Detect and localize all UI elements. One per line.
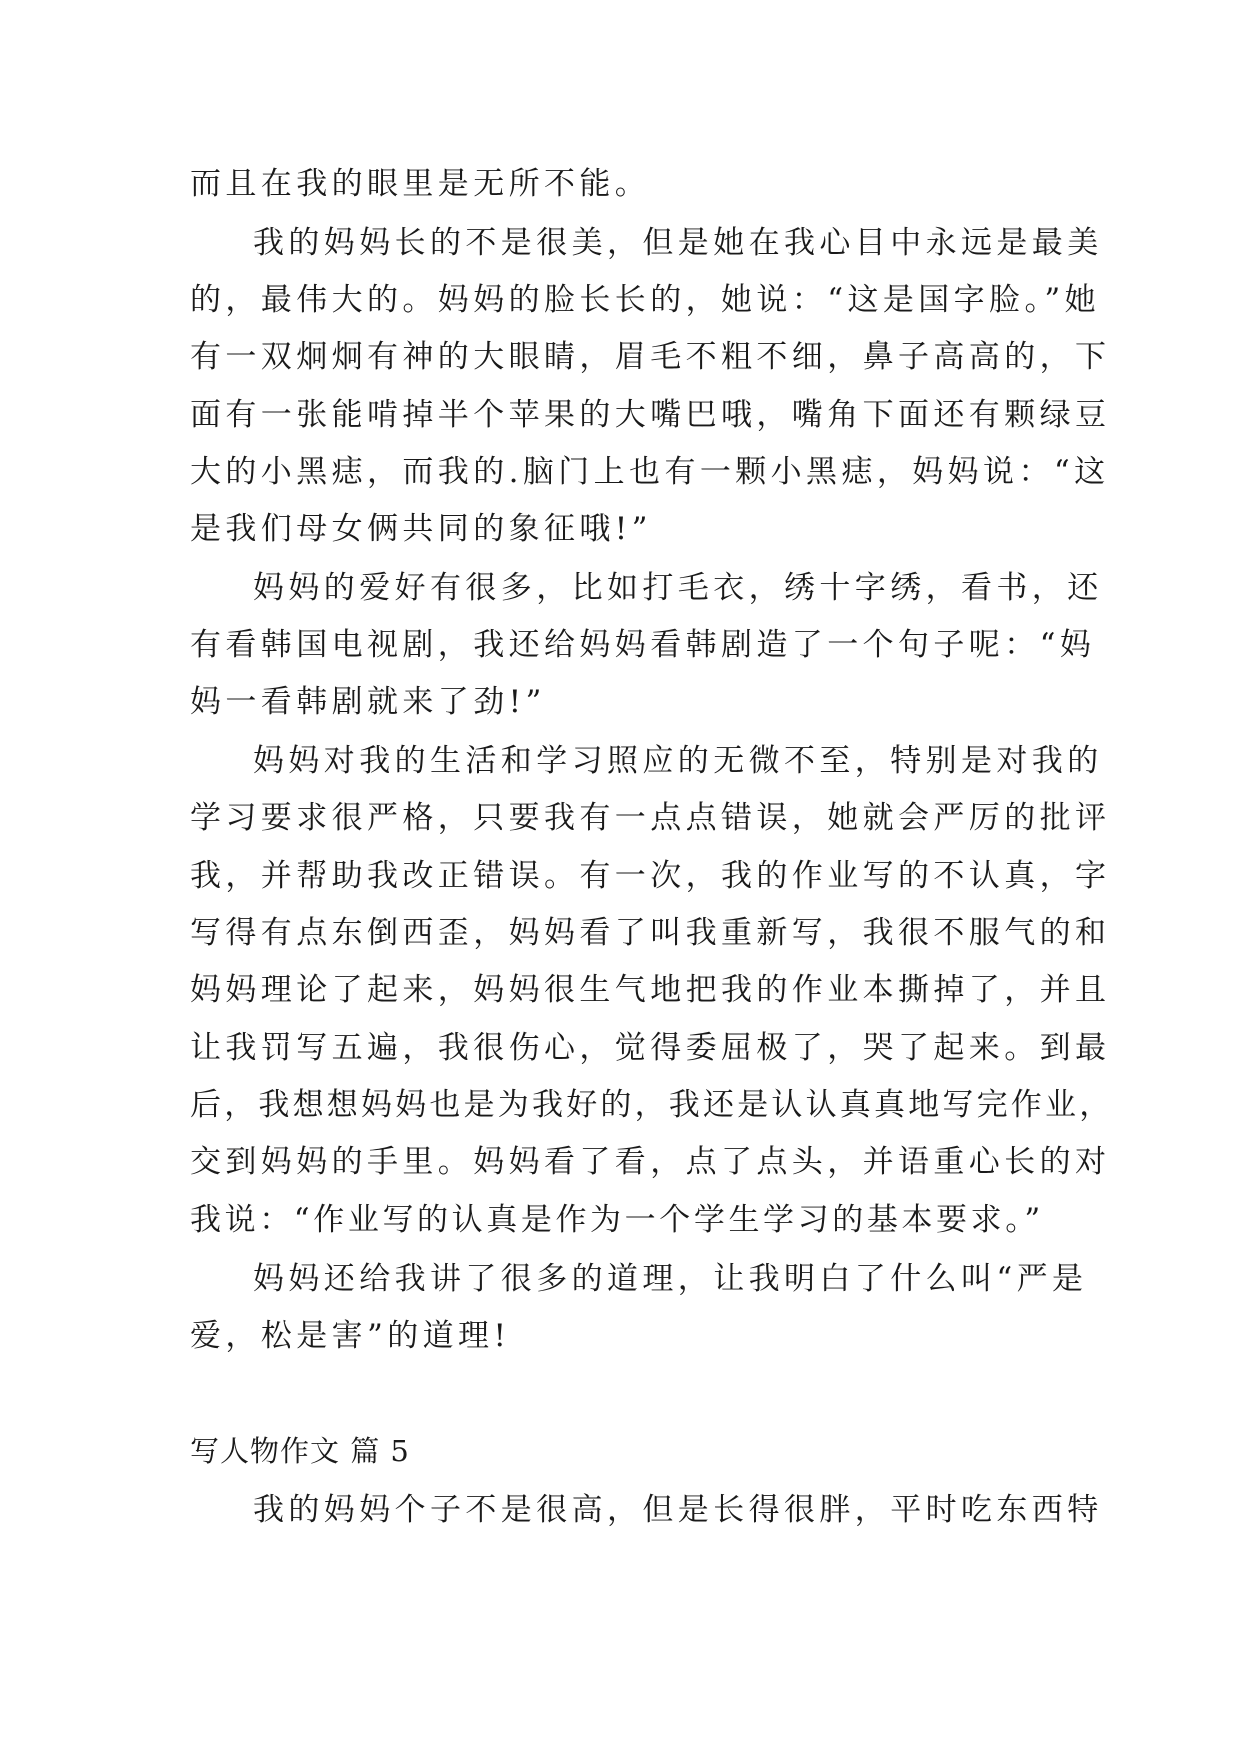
text-line: 让我罚写五遍，我很伤心，觉得委屈极了，哭了起来。到最 <box>190 1030 1111 1066</box>
text-line: 我，并帮助我改正错误。有一次，我的作业写的不认真，字 <box>190 858 1111 894</box>
text-line: 大的小黑痣，而我的.脑门上也有一颗小黑痣，妈妈说：“这 <box>190 454 1110 490</box>
paragraph-start-line: 我的妈妈长的不是很美，但是她在我心目中永远是最美 <box>253 225 1103 261</box>
text-line: 面有一张能啃掉半个苹果的大嘴巴哦，嘴角下面还有颗绿豆 <box>190 397 1111 433</box>
text-line: 有看韩国电视剧，我还给妈妈看韩剧造了一个句子呢：“妈 <box>190 627 1096 663</box>
text-line: 我说：“作业写的认真是作为一个学生学习的基本要求。” <box>190 1202 1044 1238</box>
text-line: 妈一看韩剧就来了劲!” <box>190 684 546 720</box>
text-line: 妈妈理论了起来，妈妈很生气地把我的作业本撕掉了，并且 <box>190 972 1111 1008</box>
paragraph-start-line: 妈妈的爱好有很多，比如打毛衣，绣十字绣，看书，还 <box>253 570 1103 606</box>
paragraph-start-line: 妈妈还给我讲了很多的道理，让我明白了什么叫“严是 <box>253 1261 1088 1297</box>
text-line: 有一双炯炯有神的大眼睛，眉毛不粗不细，鼻子高高的，下 <box>190 339 1111 375</box>
paragraph-start-line: 妈妈对我的生活和学习照应的无微不至，特别是对我的 <box>253 743 1103 779</box>
text-line: 而且在我的眼里是无所不能。 <box>190 166 651 202</box>
text-line: 写得有点东倒西歪，妈妈看了叫我重新写，我很不服气的和 <box>190 915 1111 951</box>
text-line: 后，我想想妈妈也是为我好的，我还是认认真真地写完作业， <box>190 1087 1114 1123</box>
text-line: 学习要求很严格，只要我有一点点错误，她就会严厉的批评 <box>190 800 1111 836</box>
text-line: 交到妈妈的手里。妈妈看了看，点了点头，并语重心长的对 <box>190 1144 1111 1180</box>
text-line: 爱，松是害”的道理! <box>190 1318 511 1354</box>
text-line: 是我们母女俩共同的象征哦!” <box>190 511 652 547</box>
section-heading: 写人物作文 篇 5 <box>190 1434 410 1468</box>
paragraph-start-line: 我的妈妈个子不是很高，但是长得很胖，平时吃东西特 <box>253 1492 1103 1528</box>
text-line: 的，最伟大的。妈妈的脸长长的，她说：“这是国字脸。”她 <box>190 282 1100 318</box>
